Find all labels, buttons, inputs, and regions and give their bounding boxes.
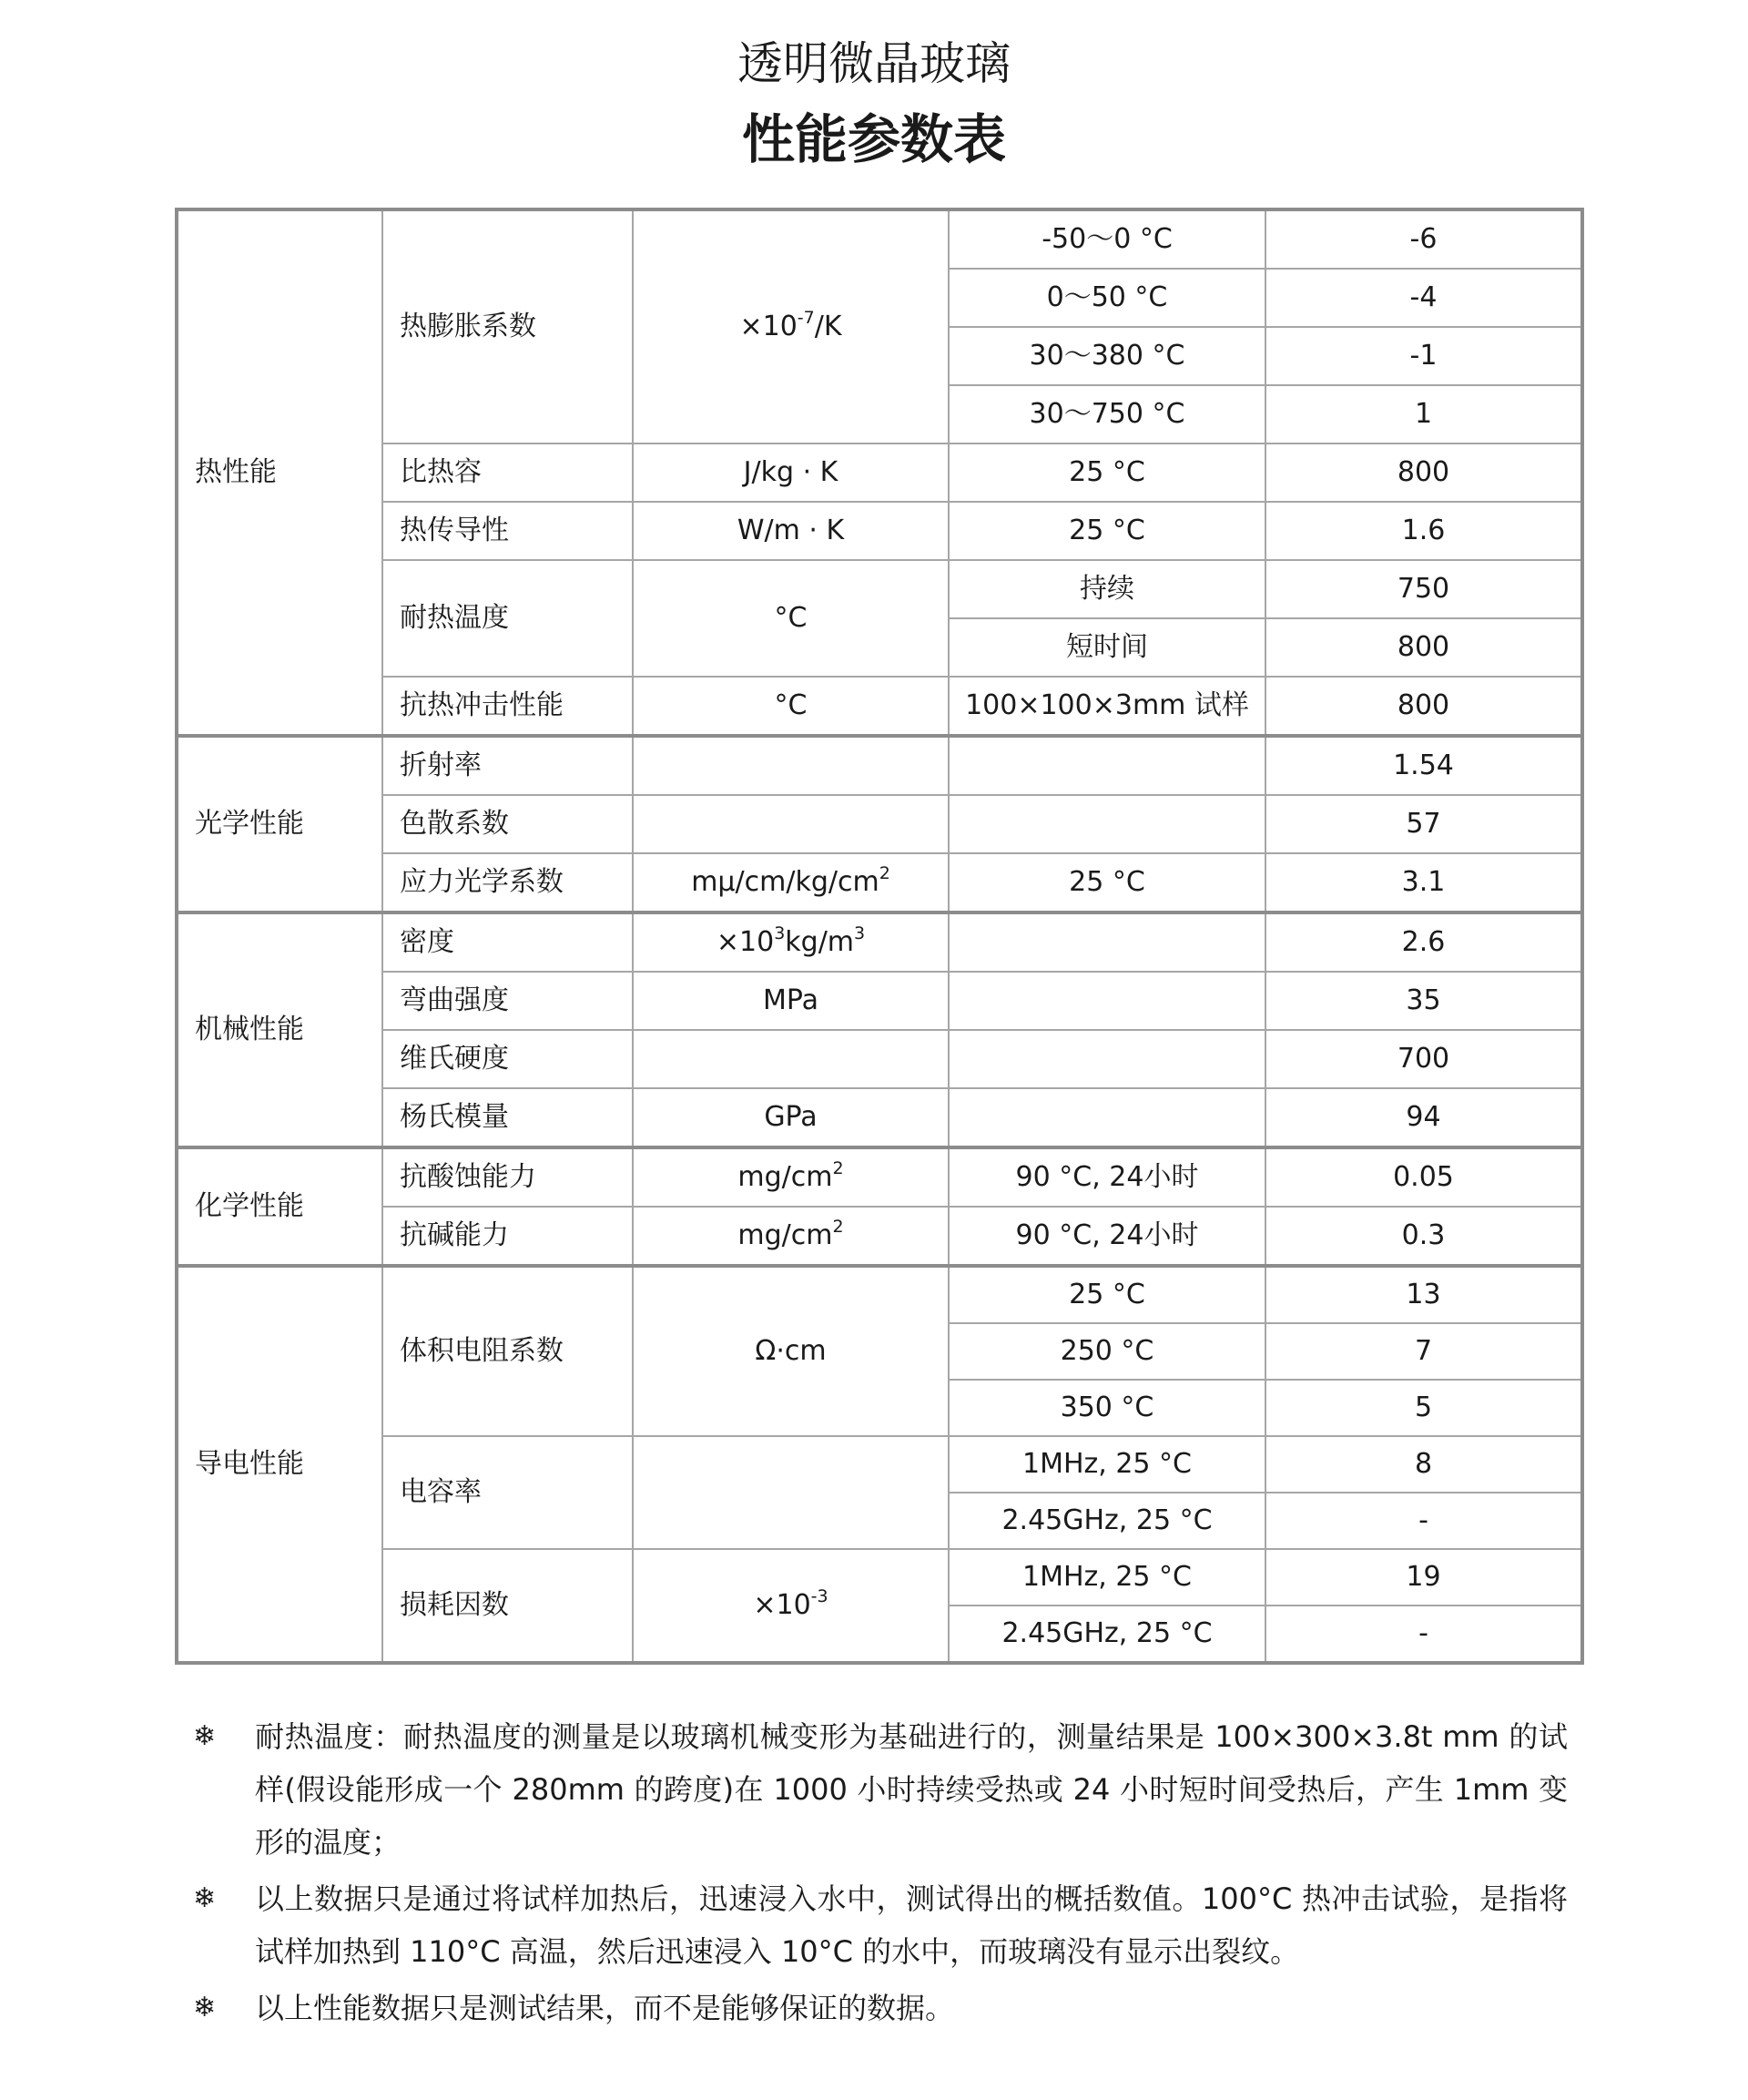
value-cell: - [1265, 1493, 1582, 1549]
property-cell: 损耗因数 [382, 1549, 633, 1663]
value-cell: 800 [1265, 677, 1582, 736]
condition-cell: 1MHz, 25 °C [949, 1549, 1265, 1606]
unit-cell: $m\mu/cm/kg/cm^2$ [633, 853, 949, 912]
value-cell: 1 [1265, 385, 1582, 443]
value-cell: 1.6 [1265, 502, 1582, 560]
property-cell: 抗碱能力 [382, 1207, 633, 1266]
condition-cell: 0～50 °C [949, 269, 1265, 327]
value-cell: 800 [1265, 443, 1582, 502]
value-cell: 2.6 [1265, 912, 1582, 972]
condition-cell: 25 °C [949, 1266, 1265, 1323]
condition-cell: 90 °C, 24小时 [949, 1147, 1265, 1207]
table-row [177, 736, 1582, 795]
value-cell: -6 [1265, 209, 1582, 269]
table-row [177, 1266, 1582, 1323]
note-item [193, 1982, 1568, 2034]
condition-cell [949, 972, 1265, 1030]
unit-cell: $mg/cm^2$ [633, 1147, 949, 1207]
unit-cell: J/kg · K [633, 443, 949, 502]
unit-cell: GPa [633, 1088, 949, 1147]
category-cell: 导电性能 [177, 1266, 382, 1663]
unit-cell: $\times 10^{-3}$ [633, 1549, 949, 1663]
value-cell: 700 [1265, 1030, 1582, 1088]
snowflake-icon: ❄ [193, 1992, 217, 2024]
value-cell: -4 [1265, 269, 1582, 327]
unit-cell: $\times 10^3kg/m^3$ [633, 912, 949, 972]
table-row [177, 1147, 1582, 1207]
document-title: 透明微晶玻璃 [737, 37, 1011, 90]
property-cell: 密度 [382, 912, 633, 972]
condition-cell: 30～380 °C [949, 327, 1265, 385]
note-text: 以上数据只是通过将试样加热后，迅速浸入水中，测试得出的概括数值。100°C 热冲击试验，是指将试样加热到 110°C 高温，然后迅速浸入 10°C 的水中，而玻璃没有显示出裂纹。 [255, 1881, 1568, 1969]
condition-cell [949, 1088, 1265, 1147]
category-cell: 机械性能 [177, 912, 382, 1147]
value-cell: 0.05 [1265, 1147, 1582, 1207]
value-cell: 19 [1265, 1549, 1582, 1606]
note-text: 耐热温度：耐热温度的测量是以玻璃机械变形为基础进行的，测量结果是 100×300×3.8t mm 的试样(假设能形成一个 280mm 的跨度)在 1000 小时持续受热或 24 小时短时间受热后，产生 1mm 变形的温度； [255, 1719, 1568, 1860]
note-text: 以上性能数据只是测试结果，而不是能够保证的数据。 [255, 1991, 955, 2025]
table-row [177, 853, 1582, 912]
condition-cell: -50～0 °C [949, 209, 1265, 269]
property-cell: 抗热冲击性能 [382, 677, 633, 736]
table-row [177, 1088, 1582, 1147]
property-cell: 比热容 [382, 443, 633, 502]
value-cell: -1 [1265, 327, 1582, 385]
spec-table [175, 208, 1584, 1665]
unit-cell [633, 736, 949, 795]
table-row [177, 795, 1582, 853]
unit-cell: MPa [633, 972, 949, 1030]
property-cell: 电容率 [382, 1436, 633, 1549]
snowflake-icon: ❄ [193, 1882, 217, 1914]
condition-cell: 100×100×3mm 试样 [949, 677, 1265, 736]
property-cell: 杨氏模量 [382, 1088, 633, 1147]
property-cell: 体积电阻系数 [382, 1266, 633, 1436]
value-cell: 800 [1265, 618, 1582, 677]
unit-cell [633, 1436, 949, 1549]
value-cell: 0.3 [1265, 1207, 1582, 1266]
unit-cell: $\times 10^{-7}/K$ [633, 209, 949, 443]
property-cell: 弯曲强度 [382, 972, 633, 1030]
property-cell: 热膨胀系数 [382, 209, 633, 443]
value-cell: 5 [1265, 1380, 1582, 1436]
condition-cell: 25 °C [949, 502, 1265, 560]
unit-cell: °C [633, 677, 949, 736]
unit-cell: Ω·cm [633, 1266, 949, 1436]
condition-cell [949, 1030, 1265, 1088]
unit-cell: $mg/cm^2$ [633, 1207, 949, 1266]
value-cell: 3.1 [1265, 853, 1582, 912]
condition-cell: 350 °C [949, 1380, 1265, 1436]
note-item [193, 1710, 1568, 1869]
document-subtitle: 性能参数表 [741, 108, 1006, 170]
value-cell: 57 [1265, 795, 1582, 853]
condition-cell: 2.45GHz, 25 °C [949, 1606, 1265, 1663]
condition-cell: 短时间 [949, 618, 1265, 677]
condition-cell: 30～750 °C [949, 385, 1265, 443]
value-cell: 8 [1265, 1436, 1582, 1493]
condition-cell [949, 736, 1265, 795]
unit-cell [633, 795, 949, 853]
table-row [177, 209, 1582, 269]
category-cell: 热性能 [177, 209, 382, 736]
property-cell: 色散系数 [382, 795, 633, 853]
value-cell: 35 [1265, 972, 1582, 1030]
value-cell: 750 [1265, 560, 1582, 618]
condition-cell: 持续 [949, 560, 1265, 618]
property-cell: 热传导性 [382, 502, 633, 560]
property-cell: 应力光学系数 [382, 853, 633, 912]
condition-cell: 250 °C [949, 1323, 1265, 1380]
table-row [177, 502, 1582, 560]
value-cell: 13 [1265, 1266, 1582, 1323]
notes-section [193, 1710, 1568, 2038]
value-cell: 7 [1265, 1323, 1582, 1380]
table-row [177, 1549, 1582, 1606]
property-cell: 耐热温度 [382, 560, 633, 677]
table-row [177, 1030, 1582, 1088]
category-cell: 光学性能 [177, 736, 382, 912]
table-row [177, 677, 1582, 736]
condition-cell: 90 °C, 24小时 [949, 1207, 1265, 1266]
property-cell: 抗酸蚀能力 [382, 1147, 633, 1207]
unit-cell [633, 1030, 949, 1088]
condition-cell: 2.45GHz, 25 °C [949, 1493, 1265, 1549]
condition-cell: 1MHz, 25 °C [949, 1436, 1265, 1493]
table-row [177, 1207, 1582, 1266]
category-cell: 化学性能 [177, 1147, 382, 1266]
value-cell: 94 [1265, 1088, 1582, 1147]
table-row [177, 560, 1582, 618]
value-cell: 1.54 [1265, 736, 1582, 795]
property-cell: 维氏硬度 [382, 1030, 633, 1088]
unit-cell: W/m · K [633, 502, 949, 560]
value-cell: - [1265, 1606, 1582, 1663]
table-row [177, 443, 1582, 502]
condition-cell: 25 °C [949, 443, 1265, 502]
snowflake-icon: ❄ [193, 1720, 217, 1752]
unit-cell: °C [633, 560, 949, 677]
condition-cell [949, 795, 1265, 853]
property-cell: 折射率 [382, 736, 633, 795]
table-row [177, 972, 1582, 1030]
table-row [177, 1436, 1582, 1493]
condition-cell [949, 912, 1265, 972]
table-row [177, 912, 1582, 972]
note-item [193, 1872, 1568, 1978]
condition-cell: 25 °C [949, 853, 1265, 912]
